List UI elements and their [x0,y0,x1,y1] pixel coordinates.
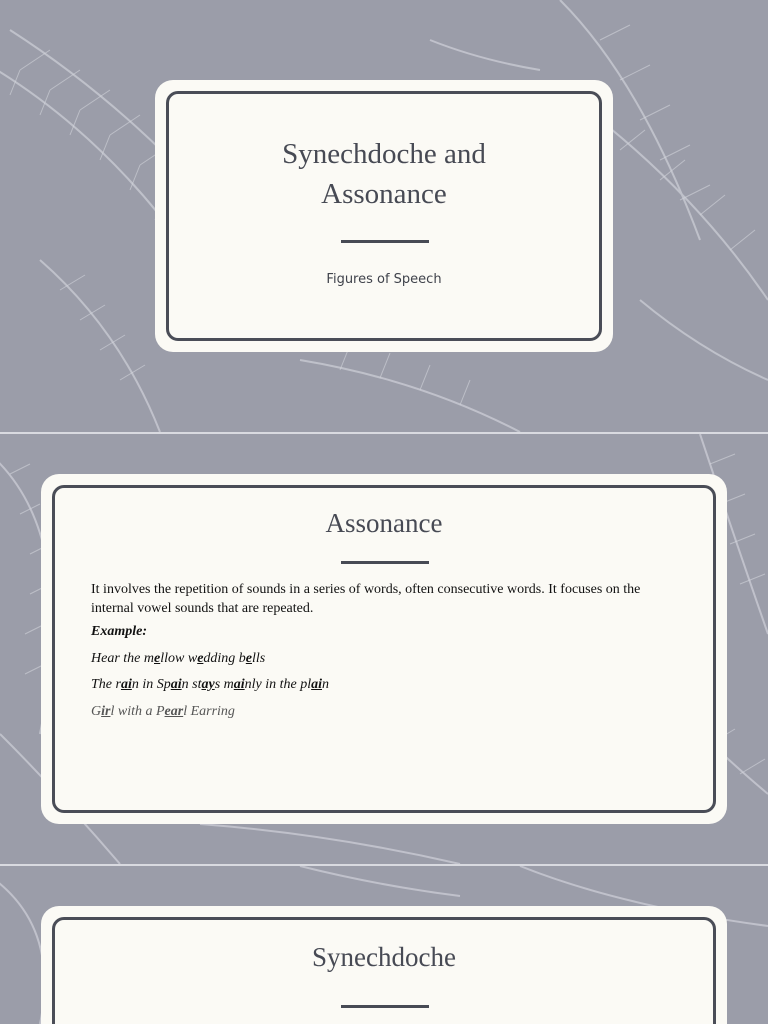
slide-subtitle: Figures of Speech [326,272,442,287]
content-card-frame [52,917,716,1024]
example-text-segment: G [91,704,102,719]
slide-title-line-2: Assonance [321,178,447,210]
underlined-vowel-sound: e [197,651,204,666]
slide-title: Assonance [325,508,443,538]
underlined-vowel-sound: ai [120,677,132,692]
example-text-segment: The r [91,677,121,692]
example-text-segment: lls [252,651,266,666]
example-line-3 [91,704,235,720]
example-text-segment: n in Sp [131,677,171,692]
title-divider [341,561,429,564]
slide-title-line-1: Synechdoche and [282,138,486,170]
title-card-frame [166,91,602,341]
slide-assonance [0,434,768,864]
example-text-segment: Hear the m [91,651,154,666]
underlined-vowel-sound: ear [164,704,184,719]
slide-title: Synechdoche [312,942,456,972]
title-divider [341,240,429,243]
underlined-vowel-sound: ai [311,677,323,692]
example-line-1 [91,651,265,667]
underlined-vowel-sound: e [154,651,161,666]
underlined-vowel-sound: e [245,651,253,666]
example-text-segment: s m [214,677,234,692]
underlined-vowel-sound: ir [101,704,111,719]
example-text-segment: n st [181,677,202,692]
example-text-segment: l Earring [183,704,235,719]
example-text-segment: nly in the pl [244,677,312,692]
underlined-vowel-sound: ay [201,677,215,692]
content-card [41,474,727,824]
example-line-2 [91,677,329,693]
title-card [155,80,613,352]
slide-synechdoche [0,866,768,1024]
example-label-text: Example: [91,624,147,639]
slide-title [0,0,768,432]
definition-paragraph: It involves the repetition of sounds in a series of words, often consecutive words. It focuses on the internal vowel sounds that are repeated. [91,582,641,616]
example-text-segment: dding b [203,651,246,666]
example-label [91,624,147,640]
content-card [41,906,727,1024]
example-text-segment: l with a P [110,704,165,719]
underlined-vowel-sound: ai [170,677,182,692]
example-text-segment: llow w [160,651,198,666]
example-text-segment: n [322,677,330,692]
content-card-frame [52,485,716,813]
title-divider [341,1005,429,1008]
underlined-vowel-sound: ai [233,677,245,692]
